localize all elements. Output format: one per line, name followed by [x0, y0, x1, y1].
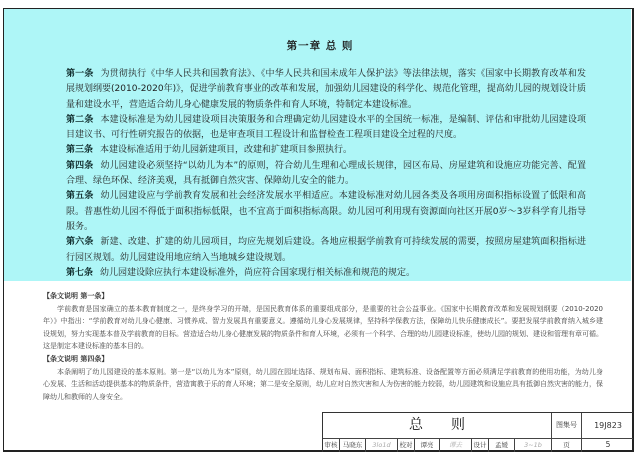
article-label: 第五条: [66, 191, 94, 202]
article-label: 第四条: [66, 160, 94, 171]
article-label: 第一条: [66, 69, 94, 79]
article-text: 幼儿园建设必须坚持“以幼儿为本”的原则，符合幼儿生理和心理成长规律，园区布局、房屋建筑和设施应功能完善、配置合理、绿色环保、经济美观，具有抵御自然灾害、保障幼儿安全的能力。: [66, 160, 586, 187]
page-number: 5: [581, 438, 634, 452]
article-7: [66, 266, 586, 281]
review-label: 审核: [324, 441, 338, 449]
note-body: 本条阐明了幼儿园建设的基本原则。第一是“以幼儿为本”原则，幼儿园在园址选择、规划布局、面积指标、建筑标准、设备配置等方面必须满足学前教育的使用功能，为幼儿身心发展、生活和活动提供基本的物质条件，营造寓教于乐的育人环境；第二是安全原则，幼儿应对自然灾害和人为伤害的能力较弱，幼儿园建筑和设施应具有抵御自然灾害的能力，保障幼儿和教师的人身安全。: [43, 367, 603, 401]
article-label: 第三条: [66, 145, 94, 156]
check-label: 校对: [397, 438, 414, 452]
article-label: 第二条: [66, 114, 94, 125]
article-text: 本建设标准适用于幼儿园新建项目，改建和扩建项目参照执行。: [100, 145, 353, 156]
title-block-row-signatures: [323, 438, 633, 452]
checker-name: 谭亮: [414, 438, 439, 452]
checker-signature: 谭去: [439, 438, 471, 452]
article-5: [66, 189, 586, 235]
note-heading: 【条文说明 第一条】: [43, 292, 109, 300]
article-text: 新建、改建、扩建的幼儿园项目，均应先规划后建设。各地应根据学前教育可持续发展的需要，按照房屋建筑面积指标进行园区规划。幼儿园建设用地应纳入当地城乡建设规划。: [66, 237, 586, 263]
article-label: 第六条: [66, 237, 94, 248]
article-text: 本建设标准是为幼儿园建设项目决策服务和合理确定幼儿园建设水平的全国统一标准，是编制、评估和审批幼儿园建设项目建议书、可行性研究报告的依据，也是审查项目工程设计和监督检查工程项目建设全过程的尺度。: [66, 114, 586, 141]
title-block: [322, 412, 633, 452]
design-label: 设计: [471, 438, 488, 452]
reviewer-signature: 3lo1d: [365, 438, 397, 452]
page-label: 页: [551, 438, 581, 452]
explanatory-notes: [43, 290, 603, 403]
article-label: 第七条: [66, 267, 94, 278]
articles-section: [66, 67, 586, 281]
article-2: [66, 113, 586, 144]
article-text: 幼儿园建设应与学前教育发展和社会经济发展水平相适应。本建设标准对幼儿园各类及各项用房面积指标设置了低限和高限。普惠性幼儿园不得低于面积指标低限，也不宜高于面积指标高限。幼儿园可利用现有资源面向社区开展0岁～3岁科学育儿指导服务。: [66, 191, 586, 232]
atlas-number-label: 图集号: [551, 413, 581, 438]
chapter-title: 第一章 总 则: [286, 40, 354, 52]
reviewer-name: 马晓东: [339, 438, 365, 452]
title-block-row-main: [323, 413, 633, 439]
sheet-title: 总则: [409, 417, 493, 433]
designer-name: 孟媛: [488, 438, 514, 452]
article-1: [66, 67, 586, 113]
article-3: [66, 143, 586, 158]
article-text: 为贯彻执行《中华人民共和国教育法》、《中华人民共和国未成年人保护法》等法律法规，落实《国家中长期教育改革和发展规划纲要(2010-2020年)》，促进学前教育事业的改革和发展，加强幼儿园建设的科学化、规范化管理，提高幼儿园的规划设计质量和建设水平，营造适合幼儿身心健康发展的物质条件和育人环境，特制定本建设标准。: [66, 69, 586, 110]
note-body: 学前教育是国家确立的基本教育制度之一，是终身学习的开端，是国民教育体系的重要组成部分，是重要的社会公益事业。《国家中长期教育改革和发展规划纲要（2010-2020年）》中指出：“学前教育对幼儿身心健康、习惯养成、智力发展具有重要意义。遵循幼儿身心发展规律，坚持科学保教方法，保障幼儿快乐健康成长”。要把发展学前教育纳入城乡建设规划，努力实现基本普及学前教育的目标。营造适合幼儿身心健康发展的物质条件和育人环境，必须有一个科学、合理的幼儿园建设标准，使幼儿园的规划、建设和管理有章可循。这是制定本建设标准的基本目的。: [43, 304, 603, 351]
article-4: [66, 159, 586, 190]
designer-signature: 3~1b: [514, 438, 551, 452]
article-6: [66, 235, 586, 266]
article-text: 幼儿园建设除应执行本建设标准外，尚应符合国家现行相关标准和规范的规定。: [100, 267, 416, 278]
note-heading: 【条文说明 第四条】: [43, 354, 109, 363]
atlas-number: 19J823: [581, 413, 634, 438]
